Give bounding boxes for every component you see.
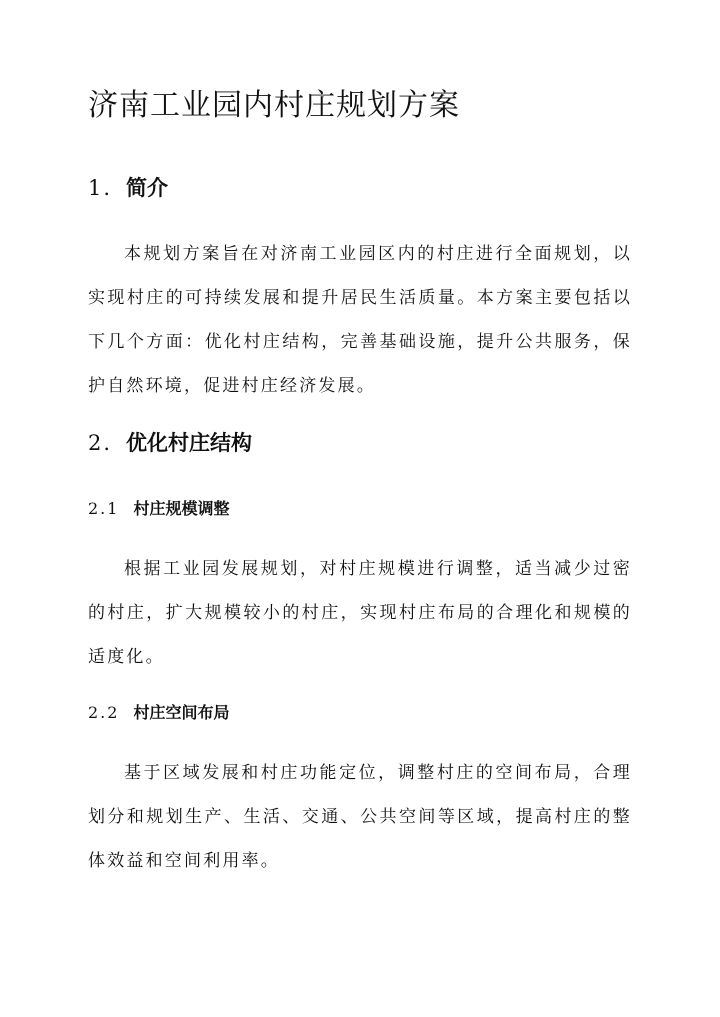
layout-paragraph: 基于区域发展和村庄功能定位，调整村庄的空间布局，合理划分和规划生产、生活、交通、公共空间等区域，提高村庄的整体效益和空间利用率。 [88, 763, 632, 871]
subsection-number: 2.2 [88, 703, 120, 722]
scale-paragraph: 根据工业园发展规划，对村庄规模进行调整，适当减少过密的村庄，扩大规模较小的村庄，实现村庄布局的合理化和规模的适度化。 [88, 559, 632, 667]
subsection-number: 2.1 [88, 499, 120, 518]
section-number: 2. [88, 431, 113, 455]
subsection-heading-layout [88, 701, 229, 725]
section-heading-optimize [88, 428, 252, 458]
intro-paragraph: 本规划方案旨在对济南工业园区内的村庄进行全面规划，以实现村庄的可持续发展和提升居民生活质量。本方案主要包括以下几个方面：优化村庄结构，完善基础设施，提升公共服务，保护自然环境，促进村庄经济发展。 [88, 244, 632, 396]
section-heading-text: 简介 [126, 175, 169, 200]
section-heading-intro [88, 173, 168, 203]
subsection-heading-scale [88, 497, 229, 521]
subsection-heading-text: 村庄空间布局 [133, 703, 230, 722]
document-title: 济南工业园内村庄规划方案 [88, 88, 460, 123]
section-heading-text: 优化村庄结构 [126, 430, 253, 455]
subsection-heading-text: 村庄规模调整 [133, 499, 230, 518]
section-number: 1. [88, 176, 113, 200]
